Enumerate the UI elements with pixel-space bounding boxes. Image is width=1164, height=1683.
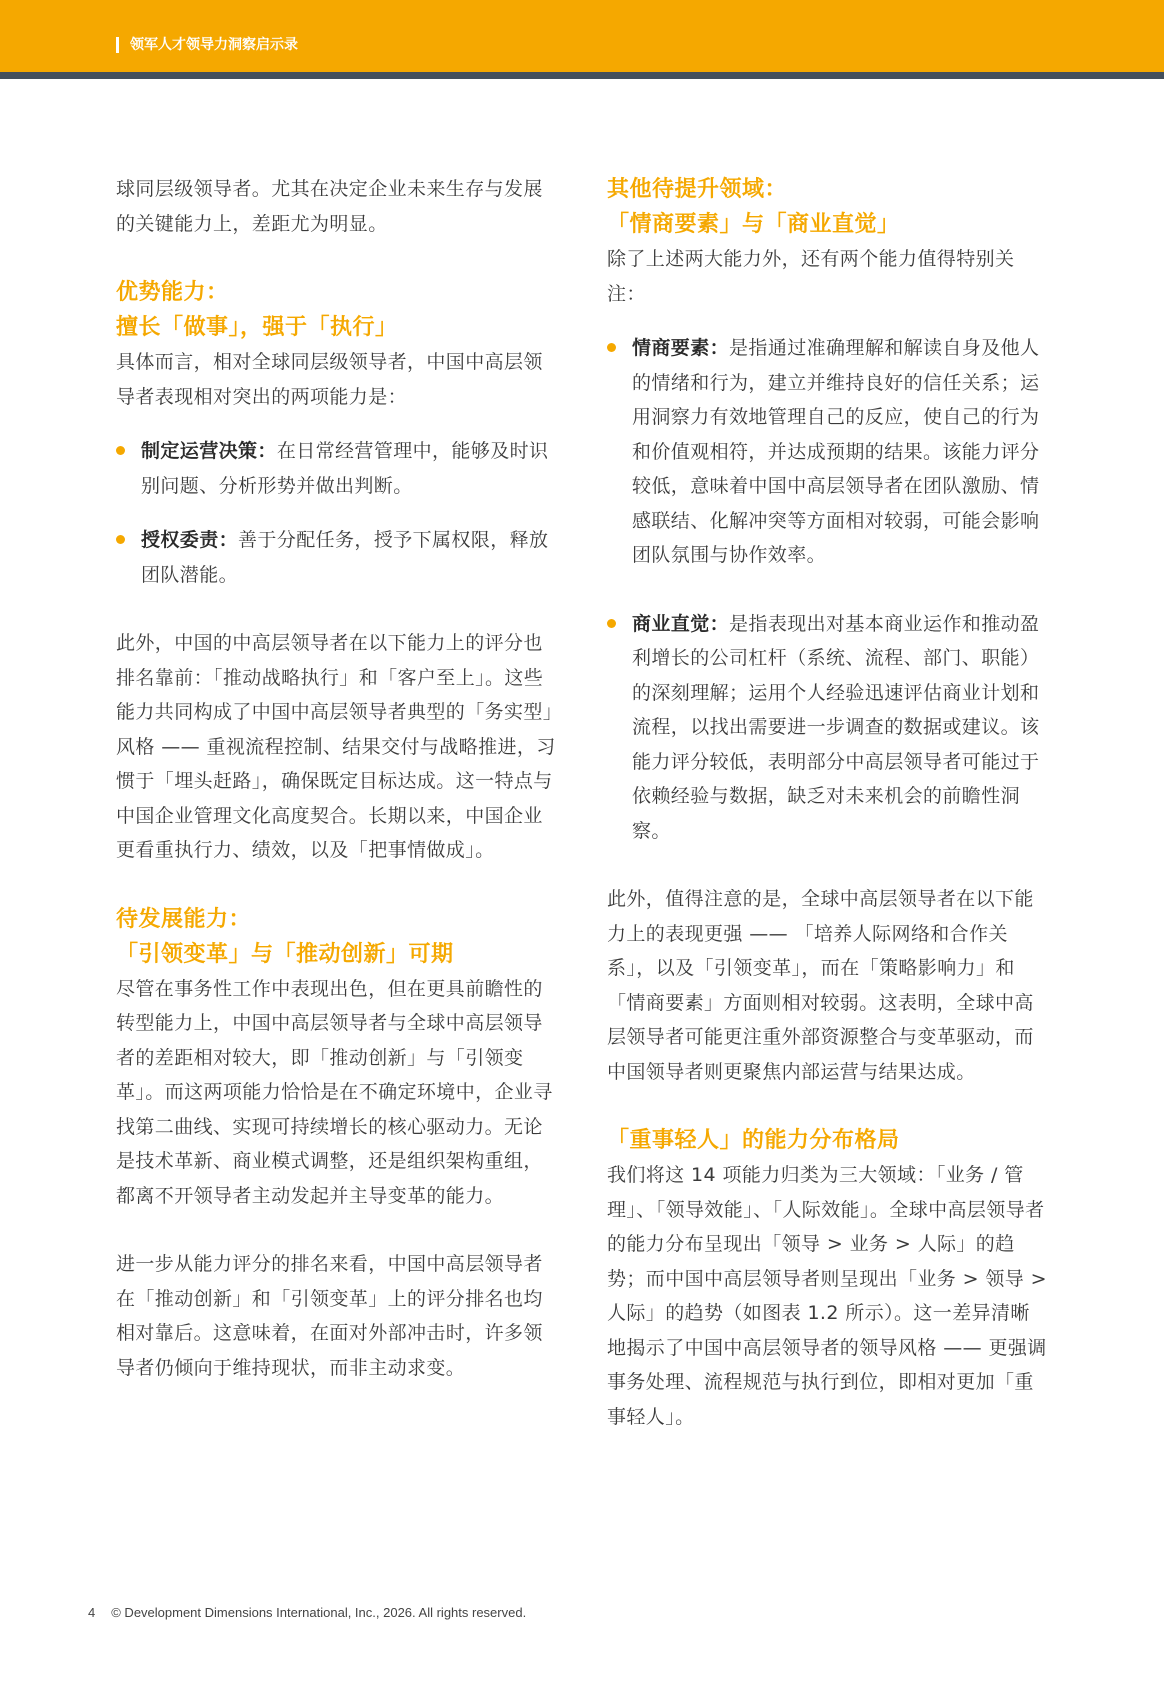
header-title: 领军人才领导力洞察启示录 [116,35,298,55]
header-divider [0,72,1164,79]
page-number: 4 [88,1605,96,1620]
bullet-text: 善于分配任务，授予下属权限，释放团队潜能。 [141,529,549,586]
global-comparison-paragraph: 此外，值得注意的是，全球中高层领导者在以下能力上的表现更强 —— 「培养人际网络和合作关系」，以及「引领变革」，而在「策略影响力」和「情商要素」方面则相对较弱。这表明，全球中高层领导者可能更注重外部资源整合与变革驱动，而中国领导者则更聚焦内部运营与结果达成。 [607,888,1034,1083]
section-development-subtitle: 「引领变革」与「推动创新」可期 [116,941,454,967]
bullet-text: 是指表现出对基本商业运作和推动盈利增长的公司杠杆（系统、流程、部门、职能）的深刻理解；运用个人经验迅速评估商业计划和流程，以找出需要进一步调查的数据或建议。该能力评分较低，表明部分中高层领导者可能过于依赖经验与数据，缺乏对未来机会的前瞻性洞察。 [632,612,1040,842]
left-column [116,172,558,1385]
section-distribution-title: 「重事轻人」的能力分布格局 [607,1128,900,1153]
bullet-dot-icon [116,446,125,455]
section-strengths-title: 优势能力： [116,280,229,305]
bullet-emotional-intelligence [607,331,1049,573]
bullet-label: 授权委责： [141,529,239,551]
development-paragraph: 尽管在事务性工作中表现出色，但在更具前瞻性的转型能力上，中国中高层领导者与全球中高层领导者的差距相对较大，即「推动创新」与「引领变革」。而这两项能力恰恰是在不确定环境中，企业寻找第二曲线、实现可持续增长的核心驱动力。无论是技术革新、商业模式调整，还是组织架构重组，都离不开领导者主动发起并主导变革的能力。 [116,977,553,1207]
bullet-label: 情商要素： [632,337,730,359]
section-strengths-subtitle: 擅长「做事」，强于「执行」 [116,315,398,340]
distribution-paragraph: 我们将这 14 项能力归类为三大领域：「业务 / 管理」、「领导效能」、「人际效能」。全球中高层领导者的能力分布呈现出「领导 > 业务 > 人际」的趋势；而中国中高层领导者则呈现出「业务 > 领导 > 人际」的趋势（如图表 1.2 所示）。这一差异清晰地揭示了中国中高层领导者的领导风格 —— 更强调事务处理、流程规范与执行到位，即相对更加「重事轻人」。 [607,1164,1047,1428]
bullet-text: 在日常经营管理中，能够及时识别问题、分析形势并做出判断。 [141,440,549,497]
bullet-dot-icon [116,535,125,544]
development-ranking-paragraph: 进一步从能力评分的排名来看，中国中高层领导者在「推动创新」和「引领变革」上的评分排名也均相对靠后。这意味着，在面对外部冲击时，许多领导者仍倾向于维持现状，而非主动求变。 [116,1253,543,1379]
section-development-title: 待发展能力： [116,906,252,932]
bullet-operational-decisions [116,434,558,503]
bullet-label: 商业直觉： [632,612,730,635]
strengths-intro: 具体而言，相对全球同层级领导者，中国中高层领导者表现相对突出的两项能力是： [116,351,543,408]
page-footer [88,1605,526,1620]
bullet-text: 是指通过准确理解和解读自身及他人的情绪和行为，建立并维持良好的信任关系；运用洞察力有效地管理自己的反应，使自己的行为和价值观相符，并达成预期的结果。该能力评分较低，意味着中国中高层领导者在团队激励、情感联结、化解冲突等方面相对较弱，可能会影响团队氛围与协作效率。 [632,337,1040,566]
bullet-dot-icon [607,343,616,352]
strengths-detail-paragraph: 此外，中国的中高层领导者在以下能力上的评分也排名靠前：「推动战略执行」和「客户至上」。这些能力共同构成了中国中高层领导者典型的「务实型」风格 —— 重视流程控制、结果交付与战略推进，习惯于「埋头赶路」，确保既定目标达成。这一特点与中国企业管理文化高度契合。长期以来，中国企业更看重执行力、绩效，以及「把事情做成」。 [116,632,556,861]
other-intro: 除了上述两大能力外，还有两个能力值得特别关注： [607,248,1015,305]
section-other-title: 其他待提升领域： [607,177,788,202]
bullet-label: 制定运营决策： [141,440,277,462]
bullet-dot-icon [607,619,616,628]
intro-paragraph: 球同层级领导者。尤其在决定企业未来生存与发展的关键能力上，差距尤为明显。 [116,178,543,235]
right-column [607,172,1049,1434]
section-other-subtitle: 「情商要素」与「商业直觉」 [607,212,900,237]
bullet-business-acumen [607,607,1049,849]
bullet-delegation [116,523,558,592]
copyright-text: © Development Dimensions International, Inc., 2026. All rights reserved. [111,1605,527,1620]
